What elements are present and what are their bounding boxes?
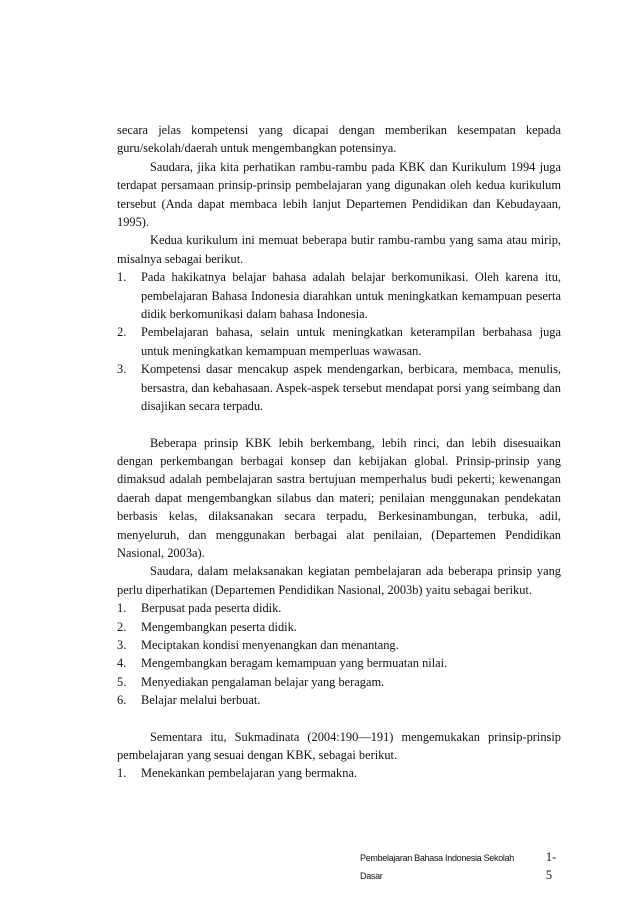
list-item-text: Mengembangkan beragam kemampuan yang bermuatan nilai.	[141, 656, 448, 671]
list-item-number: 5.	[117, 674, 127, 689]
list-item	[117, 599, 561, 617]
list-rambu-rambu	[117, 268, 561, 415]
list-item-text: Menyediakan pengalaman belajar yang beragam.	[141, 674, 385, 689]
list-item-text: Kompetensi dasar mencakup aspek mendengarkan, berbicara, membaca, menulis, bersastra, dan kebahasaan. Aspek-aspek tersebut mendapat porsi yang seimbang dan disajikan secara terpadu.	[141, 362, 561, 414]
page-body	[117, 121, 561, 783]
list-item-number: 2.	[117, 619, 127, 634]
list-item-text: Mengembangkan peserta didik.	[141, 619, 297, 634]
list-item-number: 6.	[117, 693, 127, 708]
paragraph-rambu-rambu: Kedua kurikulum ini memuat beberapa butir rambu-rambu yang sama atau mirip, misalnya sebagai berikut.	[117, 233, 561, 266]
list-item-text: Belajar melalui berbuat.	[141, 693, 261, 708]
list-item-number: 3.	[117, 362, 127, 377]
list-item-number: 2.	[117, 325, 127, 340]
list-prinsip	[117, 599, 561, 709]
paragraph-sukmadinata: Sementara itu, Sukmadinata (2004:190—191) mengemukakan prinsip-prinsip pembelajaran yang sesuai dengan KBK, sebagai berikut.	[117, 729, 561, 762]
list-sukmadinata	[117, 764, 561, 782]
paragraph-prinsip-kbk: Beberapa prinsip KBK lebih berkembang, lebih rinci, dan lebih disesuaikan dengan perkembangan berbagai konsep dan kebijakan global. Prinsip-prinsip yang dimaksud adalah pembelajaran sastra bertujuan memperhalus budi pekerti; kewenangan daerah dapat mengembangkan silabus dan materi; penilaian menggunakan pendekatan berbasis kelas, dilaksanakan secara terpadu, Berkesinambungan, terbuka, adil, menyeluruh, dan menggunakan berbagai alat penilaian, (Departemen Pendidikan Nasional, 2003a).	[117, 435, 561, 560]
list-item-text: Berpusat pada peserta didik.	[141, 601, 282, 616]
footer-title: Pembelajaran Bahasa Indonesia Sekolah Dasar	[360, 853, 515, 882]
paragraph-kbk-1994: Saudara, jika kita perhatikan rambu-rambu pada KBK dan Kurikulum 1994 juga terdapat persamaan prinsip-prinsip pembelajaran yang digunakan oleh kedua kurikulum tersebut (Anda dapat membaca lebih lanjut Departemen Pendidikan dan Kebudayaan, 1995).	[117, 159, 561, 230]
list-item	[117, 636, 561, 654]
list-item	[117, 360, 561, 415]
list-item-number: 1.	[117, 766, 127, 781]
list-item	[117, 618, 561, 636]
list-item	[117, 764, 561, 782]
list-item-number: 3.	[117, 637, 127, 652]
page-footer	[360, 848, 562, 886]
paragraph-continuation: secara jelas kompetensi yang dicapai dengan memberikan kesempatan kepada guru/sekolah/daerah untuk mengembangkan potensinya.	[117, 123, 561, 156]
list-item	[117, 673, 561, 691]
list-item-number: 1.	[117, 270, 127, 285]
list-item	[117, 654, 561, 672]
paragraph-gap	[117, 416, 561, 434]
list-item	[117, 691, 561, 709]
page-number: 1-5	[545, 850, 557, 883]
list-item-text: Pada hakikatnya belajar bahasa adalah belajar berkomunikasi. Oleh karena itu, pembelajaran Bahasa Indonesia diarahkan untuk meningkatkan kemampuan peserta didik berkomunikasi dalam bahasa Indonesia.	[141, 270, 561, 322]
list-item-text: Pembelajaran bahasa, selain untuk meningkatkan keterampilan berbahasa juga untuk meningkatkan kemampuan memperluas wawasan.	[141, 325, 561, 358]
paragraph-gap	[117, 710, 561, 728]
list-item-text: Menekankan pembelajaran yang bermakna.	[141, 766, 358, 781]
paragraph-prinsip-pembelajaran: Saudara, dalam melaksanakan kegiatan pembelajaran ada beberapa prinsip yang perlu diperhatikan (Departemen Pendidikan Nasional, 2003b) yaitu sebagai berikut.	[117, 564, 561, 597]
list-item-number: 1.	[117, 601, 127, 616]
list-item	[117, 323, 561, 360]
list-item-number: 4.	[117, 656, 127, 671]
list-item-text: Meciptakan kondisi menyenangkan dan menantang.	[141, 637, 399, 652]
list-item	[117, 268, 561, 323]
